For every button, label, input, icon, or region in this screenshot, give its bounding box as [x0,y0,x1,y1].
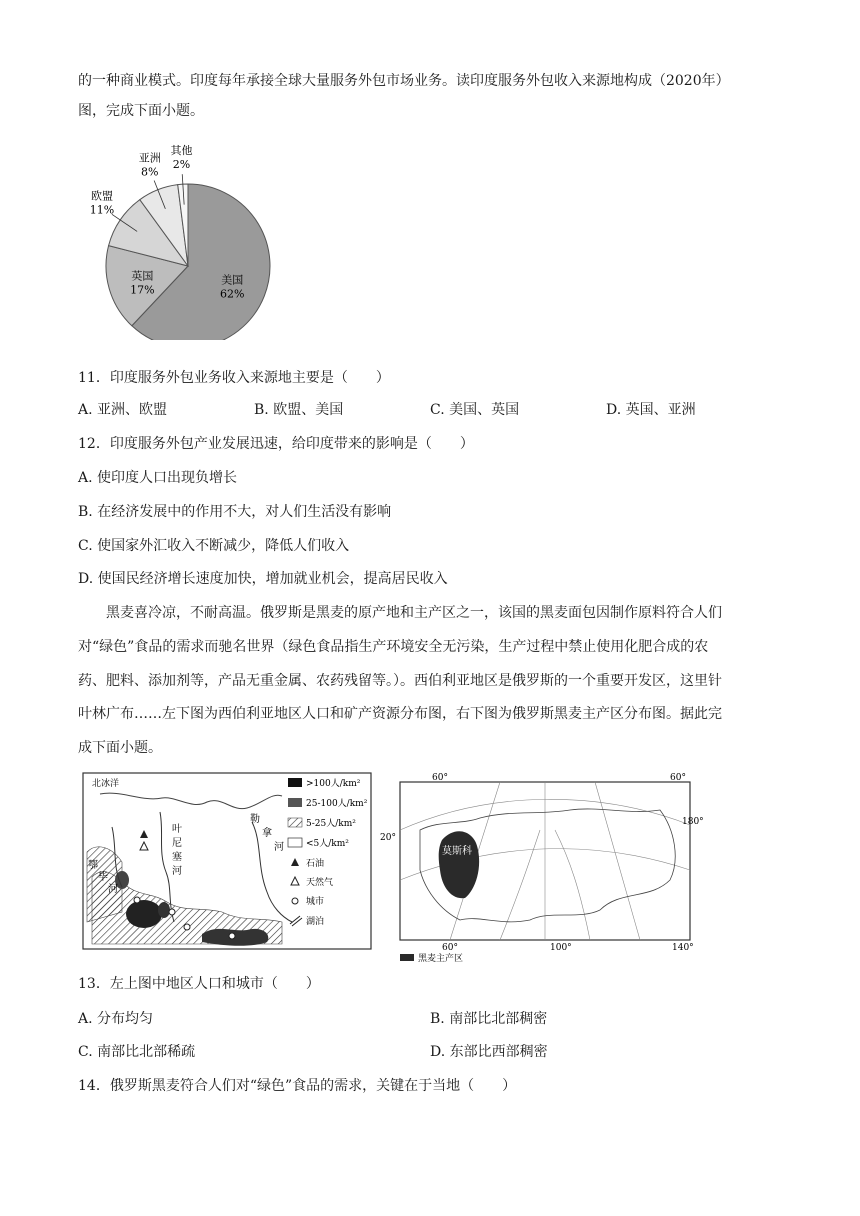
q11-option-d[interactable]: D. 英国、亚洲 [606,402,696,418]
yenisei-char-4: 河 [172,866,182,877]
lat-label-top-left: 60° [432,773,448,783]
legend-label-8: 湖泊 [306,917,325,927]
q12-option-d[interactable]: D. 使国民经济增长速度加快，增加就业机会，提高居民收入 [78,571,448,587]
siberia-population-map [82,772,372,950]
legend-label-5: 石油 [306,859,325,869]
bottom-label-60: 60° [442,943,458,953]
city-symbol [229,933,235,939]
bottom-label-100: 100° [550,943,572,953]
q11-option-a[interactable]: A. 亚洲、欧盟 [78,402,168,418]
passage-line-5: 成下面小题。 [78,740,162,756]
lat-label-left: 20° [380,833,396,843]
ob-char-1: 鄂 [88,860,98,871]
legend-swatch-hatch [288,818,302,827]
q13-stem: 13．左上图中地区人口和城市（ ） [78,976,320,992]
passage-line-3: 药、肥料、添加剂等，产品无重金属、农药残留等。）。西伯利亚地区是俄罗斯的一个重要开发区，这里针 [78,673,722,689]
q11-option-c[interactable]: C. 美国、英国 [430,402,520,418]
q13-option-c[interactable]: C. 南部比北部稀疏 [78,1044,196,1060]
legend-swatch-dark [288,798,302,807]
legend-label-4: <5人/km² [306,839,349,849]
intro-line-1: 的一种商业模式。印度每年承接全球大量服务外包市场业务。读印度服务外包收入来源地构成（2020年） [78,73,730,89]
city-symbol [169,909,175,915]
pie-label-value-3: 8% [140,165,159,179]
lena-char-2: 拿 [262,828,272,839]
rye-legend-swatch [400,954,414,961]
legend-swatch-black [288,778,302,787]
pie-label-name-3: 亚洲 [138,151,161,165]
ob-char-2: 毕 [98,872,108,883]
q13-option-a[interactable]: A. 分布均匀 [78,1011,154,1027]
q12-option-a[interactable]: A. 使印度人口出现负增长 [78,470,238,486]
legend-label-3: 5-25人/km² [306,819,356,829]
legend-label-6: 天然气 [306,878,334,888]
dense-area [126,900,162,928]
q11-option-b[interactable]: B. 欧盟、美国 [254,402,344,418]
dense-area [158,902,170,918]
pie-label-name-1: 英国 [131,269,154,283]
yenisei-char-1: 叶 [172,824,182,835]
pie-label-value-4: 2% [172,158,191,172]
q14-stem: 14．俄罗斯黑麦符合人们对“绿色”食品的需求，关键在于当地（ ） [78,1078,517,1094]
city-symbol [184,924,190,930]
passage-line-2: 对“绿色”食品的需求而驰名世界（绿色食品指生产环境安全无污染，生产过程中禁止使用化肥合成的农 [78,639,709,655]
moscow-label: 莫斯科 [442,846,472,857]
lon-label-right: 180° [682,817,704,827]
pie-label-value-0: 62% [219,287,245,301]
legend-swatch-white [288,838,302,847]
pie-chart [70,130,330,340]
passage-line-4: 叶林广布……左下图为西伯利亚地区人口和矿产资源分布图，右下图为俄罗斯黑麦主产区分布图。据此完 [78,706,722,722]
ob-char-3: 河 [108,884,118,895]
q12-stem: 12．印度服务外包产业发展迅速，给印度带来的影响是（ ） [78,436,474,452]
intro-line-2: 图，完成下面小题。 [78,103,204,119]
pie-label-name-0: 美国 [221,273,244,287]
q11-stem: 11．印度服务外包业务收入来源地主要是（ ） [78,370,390,386]
russia-rye-map [380,770,710,966]
legend-label-1: >100人/km² [306,779,361,789]
sea-label: 北冰洋 [92,779,120,789]
city-symbol [134,897,140,903]
rye-legend-label: 黑麦主产区 [418,954,464,964]
yenisei-char-2: 尼 [172,838,182,849]
legend-city-icon [292,898,298,904]
lat-label-top-right: 60° [670,773,686,783]
pie-label-name-4: 其他 [170,144,193,158]
q13-option-d[interactable]: D. 东部比西部稠密 [430,1044,548,1060]
passage-line-1: 黑麦喜冷凉，不耐高温。俄罗斯是黑麦的原产地和主产区之一，该国的黑麦面包因制作原料符合人们 [106,605,722,621]
legend-label-2: 25-100人/km² [306,799,368,809]
legend-label-7: 城市 [306,897,325,907]
bottom-label-140: 140° [672,943,694,953]
q13-option-b[interactable]: B. 南部比北部稠密 [430,1011,548,1027]
pie-label-value-2: 11% [89,203,115,217]
lena-char-3: 河 [274,842,284,853]
q12-option-b[interactable]: B. 在经济发展中的作用不大，对人们生活没有影响 [78,504,392,520]
pie-label-value-1: 17% [130,283,155,297]
pie-label-name-2: 欧盟 [90,189,113,203]
yenisei-char-3: 塞 [172,852,182,863]
lena-char-1: 勒 [250,814,260,825]
q12-option-c[interactable]: C. 使国家外汇收入不断减少，降低人们收入 [78,538,350,554]
